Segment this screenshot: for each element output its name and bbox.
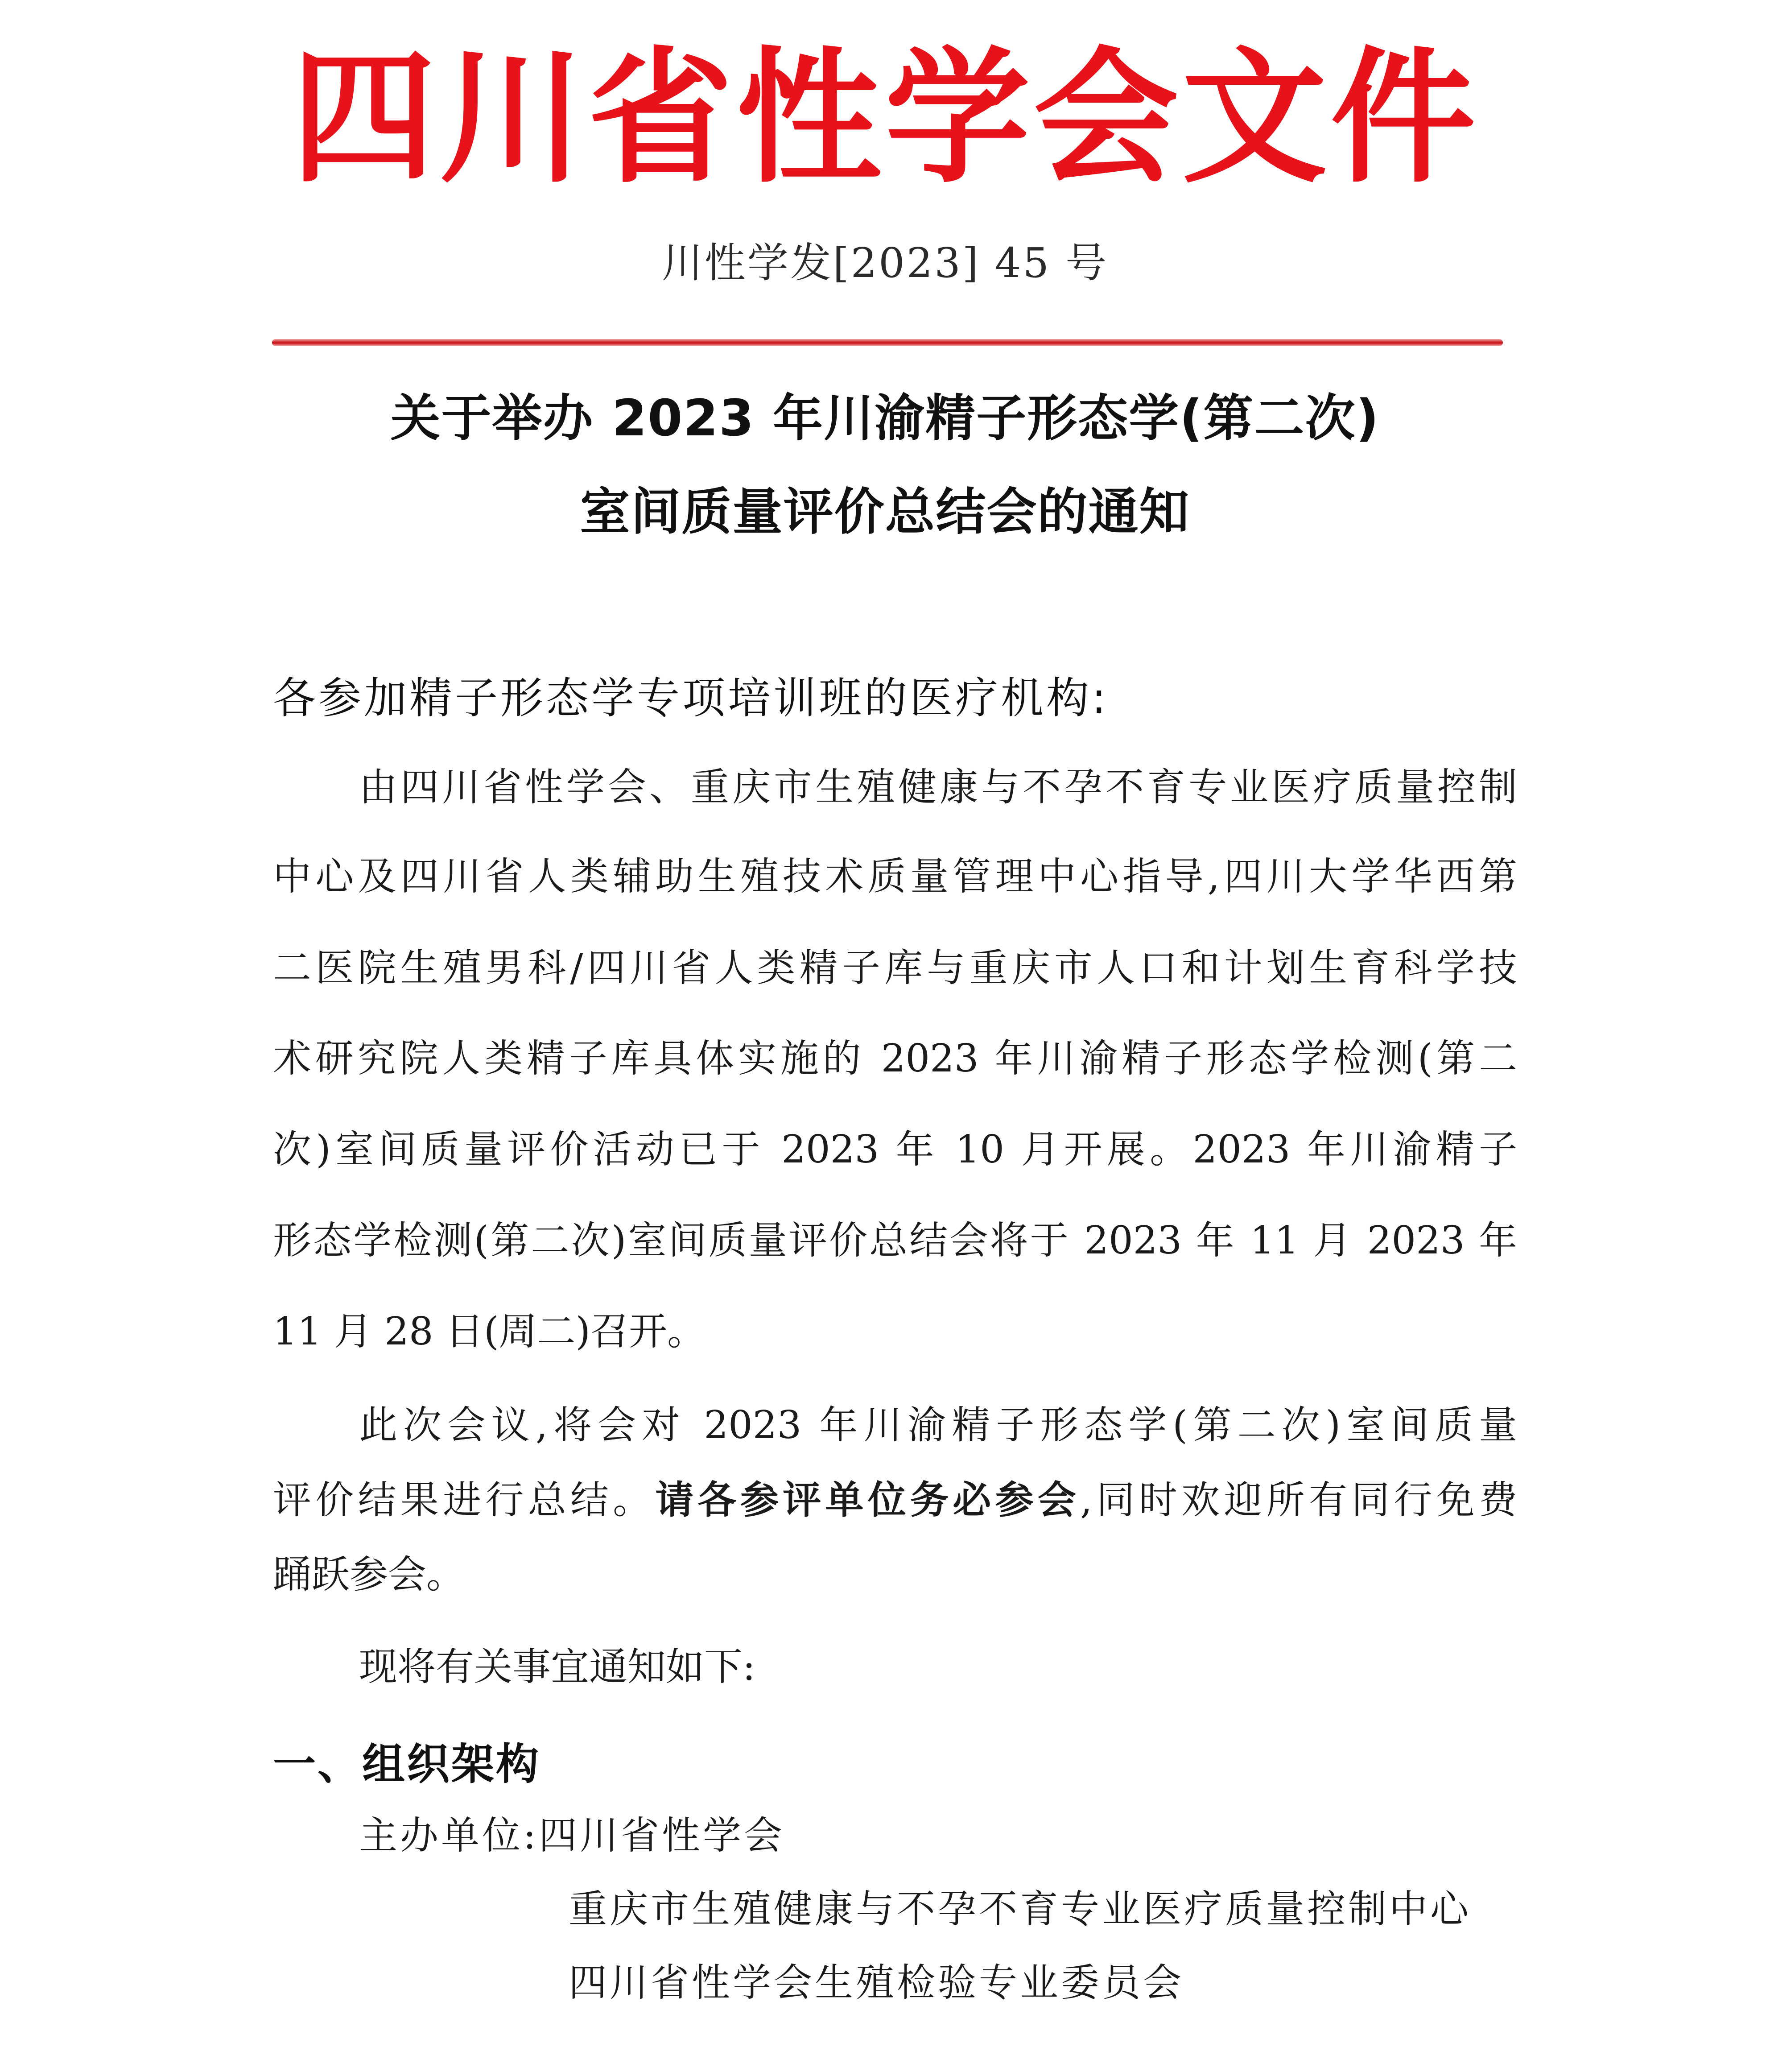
organizer-row [359, 1811, 785, 1860]
paragraph-1-line: 中心及四川省人类辅助生殖技术质量管理中心指导,四川大学华西第 [273, 854, 1517, 899]
paragraph-1-line: 术研究院人类精子库具体实施的 2023 年川渝精子形态学检测(第二 [273, 1036, 1517, 1081]
paragraph-1-line: 次)室间质量评价活动已于 2023 年 10 月开展。2023 年川渝精子 [273, 1127, 1517, 1172]
organizer-name: 四川省性学会 [538, 1813, 785, 1858]
document-header-title: 四川省性学会文件 [291, 33, 1479, 203]
notice-title-line-2: 室间质量评价总结会的通知 [580, 483, 1190, 541]
paragraph-2-line-3: 踊跃参会。 [273, 1552, 465, 1597]
paragraph-3: 现将有关事宜通知如下: [359, 1645, 755, 1689]
paragraph-2-line-1: 此次会议,将会对 2023 年川渝精子形态学(第二次)室间质量 [359, 1403, 1517, 1448]
organizer-name: 重庆市生殖健康与不孕不育专业医疗质量控制中心 [569, 1887, 1471, 1931]
paragraph-1-line: 形态学检测(第二次)室间质量评价总结会将于 2023 年 11 月 2023 年 [273, 1218, 1517, 1263]
organizer-label: 主办单位: [359, 1813, 539, 1858]
paragraph-1-line: 11 月 28 日(周二)召开。 [273, 1309, 706, 1354]
organizer-name: 四川省性学会生殖检验专业委员会 [569, 1960, 1184, 2005]
document-number: 川性学发[2023] 45 号 [661, 239, 1109, 287]
red-divider-line [272, 339, 1503, 346]
notice-title-line-1: 关于举办 2023 年川渝精子形态学(第二次) [390, 389, 1380, 447]
paragraph-2-text: 评价结果进行总结。 [273, 1478, 656, 1522]
paragraph-2-emphasis: 请各参评单位务必参会 [655, 1478, 1081, 1522]
salutation: 各参加精子形态学专项培训班的医疗机构: [273, 673, 1109, 723]
section-1-heading: 一、组织架构 [273, 1739, 540, 1789]
paragraph-1-line: 由四川省性学会、重庆市生殖健康与不孕不育专业医疗质量控制 [359, 765, 1517, 810]
paragraph-2-line-2 [273, 1476, 1517, 1525]
paragraph-2-text: ,同时欢迎所有同行免费 [1080, 1478, 1518, 1522]
paragraph-1-line: 二医院生殖男科/四川省人类精子库与重庆市人口和计划生育科学技 [273, 946, 1517, 990]
